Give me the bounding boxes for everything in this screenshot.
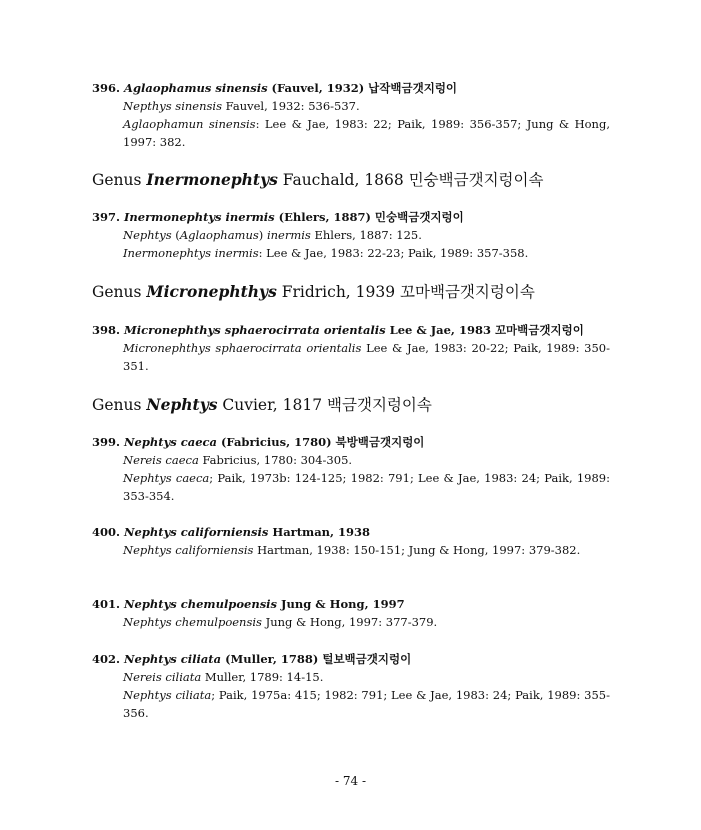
synonym-name: Inermonephtys inermis xyxy=(123,246,259,260)
synonym-genus: Nephtys xyxy=(123,228,172,242)
synonym-line xyxy=(92,686,610,722)
synonym-name: Nephtys ciliata xyxy=(123,688,212,702)
synonym-citation: Jung & Hong, 1997: 377-379. xyxy=(261,615,438,629)
synonym-line xyxy=(92,541,610,559)
synonym-citation: : Lee & Jae, 1983: 22-23; Paik, 1989: 357-358. xyxy=(258,246,529,260)
synonym-citation: Fauvel, 1932: 536-537. xyxy=(222,99,360,113)
genus-korean-name: 꼬마백금갯지렁이속 xyxy=(400,283,535,301)
species-number: 399. xyxy=(92,435,121,449)
species-author: Jung & Hong, 1997 xyxy=(277,597,405,611)
species-number: 400. xyxy=(92,525,121,539)
species-heading xyxy=(92,208,610,226)
species-heading xyxy=(92,523,610,541)
species-name: Nephtys californiensis xyxy=(124,525,269,539)
page-number: - 74 - xyxy=(334,774,366,788)
species-heading xyxy=(92,79,610,97)
synonym-citation: Fabricius, 1780: 304-305. xyxy=(198,453,353,467)
species-entry-401 xyxy=(92,595,610,631)
species-number: 396. xyxy=(92,81,121,95)
synonym-subgenus: Aglaophamus xyxy=(179,228,259,242)
species-number: 401. xyxy=(92,597,121,611)
synonym-citation: : Lee & Jae, 1983: 22; Paik, 1989: 356-357; Jung & Hong, 1997: 382. xyxy=(123,117,610,149)
synonym-line xyxy=(92,115,610,151)
species-entry-397 xyxy=(92,208,610,262)
species-author: (Fauvel, 1932) xyxy=(267,81,369,95)
species-number: 398. xyxy=(92,323,121,337)
synonym-line xyxy=(92,339,610,375)
korean-name: 납작백금갯지렁이 xyxy=(368,81,458,95)
species-heading xyxy=(92,650,610,668)
species-author: Lee & Jae, 1983 xyxy=(385,323,495,337)
synonym-name: Nepthys sinensis xyxy=(123,99,222,113)
paren-close: ) xyxy=(258,228,267,242)
synonym-line xyxy=(92,226,610,244)
species-name: Aglaophamus sinensis xyxy=(124,81,268,95)
species-entry-400 xyxy=(92,523,610,559)
synonym-line xyxy=(92,613,610,631)
synonym-name: Nereis caeca xyxy=(123,453,199,467)
synonym-name: Nephtys chemulpoensis xyxy=(123,615,262,629)
synonym-name: Nephtys caeca xyxy=(123,471,210,485)
species-author: (Ehlers, 1887) xyxy=(274,210,375,224)
species-name: Nephtys ciliata xyxy=(124,652,222,666)
korean-name: 털보백금갯지렁이 xyxy=(322,652,412,666)
species-author: (Muller, 1788) xyxy=(221,652,323,666)
synonym-line xyxy=(92,451,610,469)
genus-korean-name: 백금갯지렁이속 xyxy=(327,396,432,414)
synonym-citation: Lee & Jae, 1983: 20-22; Paik, 1989: 350-351. xyxy=(123,341,610,373)
synonym-species: inermis xyxy=(266,228,311,242)
synonym-name: Aglaophamun sinensis xyxy=(123,117,256,131)
genus-prefix: Genus xyxy=(92,396,147,414)
genus-name: Nephtys xyxy=(146,395,218,414)
genus-author: Fauchald, 1868 xyxy=(277,171,409,189)
species-author: (Fabricius, 1780) xyxy=(216,435,336,449)
synonym-citation: Muller, 1789: 14-15. xyxy=(201,670,324,684)
synonym-line xyxy=(92,668,610,686)
genus-author: Cuvier, 1817 xyxy=(217,396,328,414)
species-heading xyxy=(92,595,610,613)
genus-name: Micronephthys xyxy=(146,282,277,301)
synonym-citation: ; Paik, 1975a: 415; 1982: 791; Lee & Jae, 1983: 24; Paik, 1989: 355-356. xyxy=(123,688,611,720)
genus-prefix: Genus xyxy=(92,283,147,301)
synonym-line xyxy=(92,244,610,262)
synonym-line xyxy=(92,469,610,505)
species-name: Inermonephtys inermis xyxy=(124,210,275,224)
genus-korean-name: 민숭백금갯지렁이속 xyxy=(408,171,544,189)
synonym-citation: ; Paik, 1973b: 124-125; 1982: 791; Lee & Jae, 1983: 24; Paik, 1989: 353-354. xyxy=(123,471,610,503)
korean-name: 북방백금갯지렁이 xyxy=(335,435,425,449)
korean-name: 민숭백금갯지렁이 xyxy=(374,210,464,224)
genus-heading-inermonephtys xyxy=(92,170,543,190)
synonym-citation: Ehlers, 1887: 125. xyxy=(310,228,422,242)
synonym-name: Nephtys californiensis xyxy=(123,543,254,557)
species-number: 397. xyxy=(92,210,121,224)
genus-heading-micronephthys xyxy=(92,282,535,302)
species-author: Hartman, 1938 xyxy=(268,525,371,539)
species-entry-398 xyxy=(92,321,610,375)
species-name: Nephtys caeca xyxy=(124,435,217,449)
species-entry-399 xyxy=(92,433,610,505)
species-entry-396 xyxy=(92,79,610,151)
korean-name: 꼬마백금갯지렁이 xyxy=(494,323,584,337)
genus-author: Fridrich, 1939 xyxy=(276,283,401,301)
synonym-line xyxy=(92,97,610,115)
genus-prefix: Genus xyxy=(92,171,147,189)
species-entry-402 xyxy=(92,650,610,722)
genus-name: Inermonephtys xyxy=(146,170,278,189)
synonym-name: Nereis ciliata xyxy=(123,670,202,684)
paren-open: ( xyxy=(171,228,180,242)
synonym-citation: Hartman, 1938: 150-151; Jung & Hong, 1997: 379-382. xyxy=(253,543,581,557)
species-name: Nephtys chemulpoensis xyxy=(124,597,278,611)
species-heading xyxy=(92,321,610,339)
species-number: 402. xyxy=(92,652,121,666)
species-heading xyxy=(92,433,610,451)
species-name: Micronephthys sphaerocirrata orientalis xyxy=(124,323,386,337)
synonym-name: Micronephthys sphaerocirrata orientalis xyxy=(123,341,362,355)
genus-heading-nephtys xyxy=(92,395,432,415)
